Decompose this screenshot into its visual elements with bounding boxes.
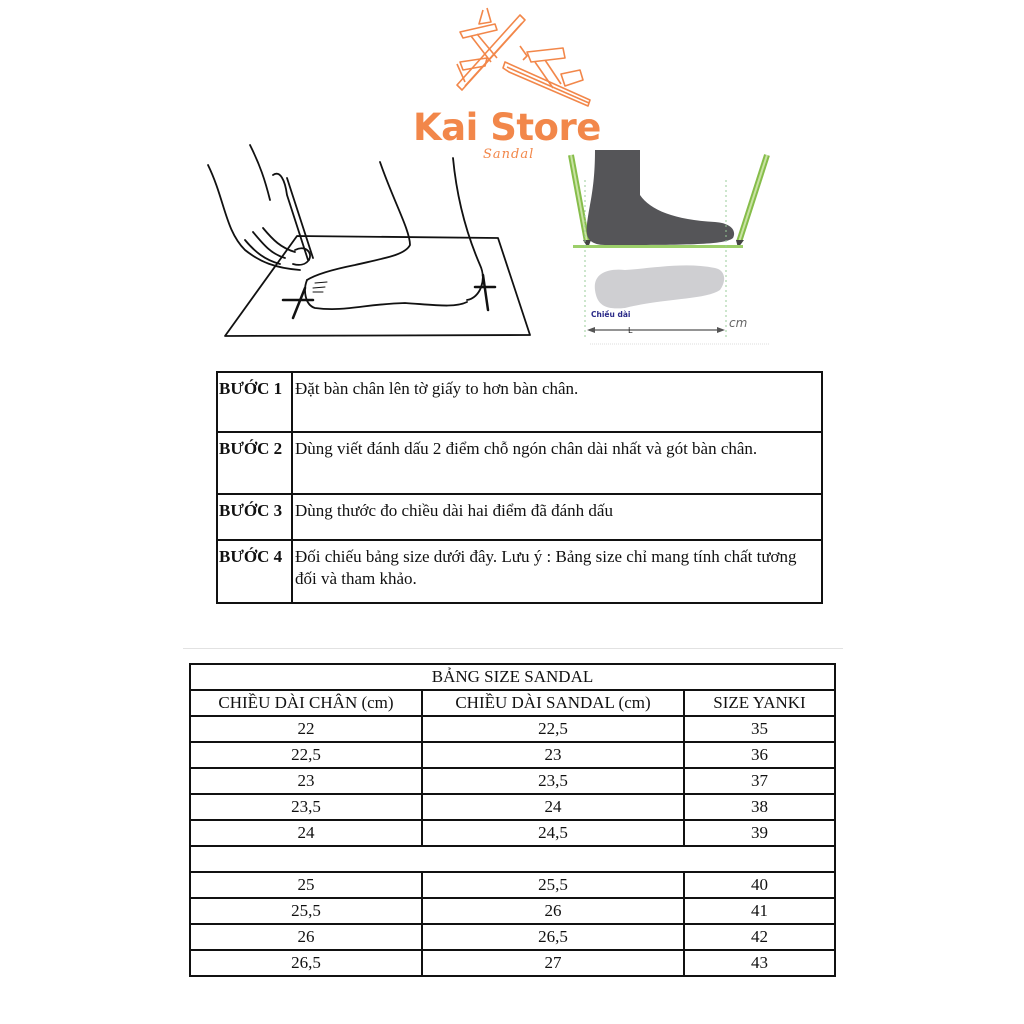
step-row	[217, 494, 822, 540]
unit-label: cm	[729, 316, 748, 330]
cell-sandal-length: 24	[422, 794, 684, 820]
table-row	[190, 950, 835, 976]
step-row	[217, 540, 822, 603]
column-header-foot-length: CHIỀU DÀI CHÂN (cm)	[190, 690, 422, 716]
table-row	[190, 872, 835, 898]
cell-sandal-length: 22,5	[422, 716, 684, 742]
step-text: Dùng viết đánh dấu 2 điểm chỗ ngón chân dài nhất và gót bàn chân.	[292, 432, 822, 494]
cell-foot-length: 26	[190, 924, 422, 950]
cell-sandal-length: 26	[422, 898, 684, 924]
cell-size: 36	[684, 742, 835, 768]
sandals-icon	[405, 2, 635, 112]
cell-sandal-length: 23	[422, 742, 684, 768]
cell-foot-length: 23	[190, 768, 422, 794]
hand-marking-foot-on-paper-illustration	[205, 140, 535, 350]
table-row	[190, 820, 835, 846]
step-label: BƯỚC 3	[217, 494, 292, 540]
cell-foot-length: 22,5	[190, 742, 422, 768]
empty-cell	[190, 846, 835, 872]
column-header-sandal-length: CHIỀU DÀI SANDAL (cm)	[422, 690, 684, 716]
step-label: BƯỚC 2	[217, 432, 292, 494]
cell-size: 38	[684, 794, 835, 820]
cell-sandal-length: 24,5	[422, 820, 684, 846]
table-row	[190, 794, 835, 820]
step-text: Đối chiếu bảng size dưới đây. Lưu ý : Bảng size chỉ mang tính chất tương đối và tham khảo.	[292, 540, 822, 603]
cell-foot-length: 24	[190, 820, 422, 846]
divider	[183, 648, 843, 649]
foot-length-measurement-illustration	[565, 150, 775, 350]
cell-size: 41	[684, 898, 835, 924]
cell-sandal-length: 25,5	[422, 872, 684, 898]
table-row	[190, 742, 835, 768]
brand-tagline: Sandal	[483, 147, 535, 162]
step-text: Đặt bàn chân lên tờ giấy to hơn bàn chân.	[292, 372, 822, 432]
step-label: BƯỚC 1	[217, 372, 292, 432]
step-label: BƯỚC 4	[217, 540, 292, 603]
table-title: BẢNG SIZE SANDAL	[190, 664, 835, 690]
length-symbol: L	[628, 326, 633, 335]
cell-sandal-length: 23,5	[422, 768, 684, 794]
table-spacer-row	[190, 846, 835, 872]
cell-size: 39	[684, 820, 835, 846]
table-title-row	[190, 664, 835, 690]
cell-sandal-length: 27	[422, 950, 684, 976]
cell-size: 40	[684, 872, 835, 898]
cell-sandal-length: 26,5	[422, 924, 684, 950]
cell-size: 43	[684, 950, 835, 976]
cell-foot-length: 22	[190, 716, 422, 742]
cell-size: 37	[684, 768, 835, 794]
cell-foot-length: 23,5	[190, 794, 422, 820]
cell-foot-length: 25,5	[190, 898, 422, 924]
measurement-steps-table	[216, 371, 823, 604]
cell-foot-length: 25	[190, 872, 422, 898]
size-chart-table	[189, 663, 836, 977]
cell-size: 42	[684, 924, 835, 950]
table-row	[190, 768, 835, 794]
brand-name: Kai Store	[413, 106, 601, 149]
table-row	[190, 924, 835, 950]
cell-size: 35	[684, 716, 835, 742]
step-row	[217, 372, 822, 432]
step-text: Dùng thước đo chiều dài hai điểm đã đánh dấu	[292, 494, 822, 540]
table-header-row	[190, 690, 835, 716]
step-row	[217, 432, 822, 494]
table-row	[190, 716, 835, 742]
length-label: Chiều dài	[591, 310, 631, 319]
cell-foot-length: 26,5	[190, 950, 422, 976]
table-row	[190, 898, 835, 924]
column-header-size: SIZE YANKI	[684, 690, 835, 716]
